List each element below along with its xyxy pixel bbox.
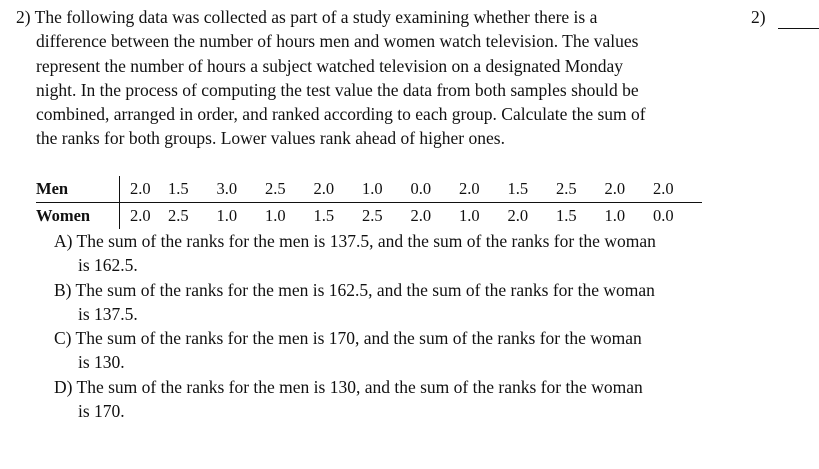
choice-b[interactable]	[54, 278, 754, 327]
table-cell: 2.0	[653, 176, 702, 203]
table-cell: 2.5	[265, 176, 314, 203]
table-cell: 1.0	[459, 206, 480, 225]
table-cell: 2.0	[120, 176, 169, 203]
row-label-women: Women	[36, 206, 91, 225]
table-row-women	[36, 203, 702, 230]
table-cell: 2.0	[314, 176, 363, 203]
table-cell: 0.0	[653, 206, 674, 225]
question-text-line: combined, arranged in order, and ranked according to each group. Calculate the sum of	[36, 104, 646, 125]
answer-slot-number: 2)	[751, 7, 766, 27]
data-table	[36, 176, 702, 229]
question-text-line: difference between the number of hours men and women watch television. The values	[36, 31, 639, 52]
question-line-1	[16, 5, 736, 29]
choice-text: D) The sum of the ranks for the men is 130, and the sum of the ranks for the woman	[54, 376, 643, 397]
question-block	[16, 5, 736, 151]
answer-blank-line[interactable]	[778, 28, 819, 29]
question-text-line: night. In the process of computing the test value the data from both samples should be	[36, 79, 639, 100]
choice-text: B) The sum of the ranks for the men is 162.5, and the sum of the ranks for the woman	[54, 279, 655, 300]
table-cell: 1.0	[216, 206, 238, 225]
choice-text: C) The sum of the ranks for the men is 170, and the sum of the ranks for the woman	[54, 328, 642, 349]
choice-text-continued: is 137.5.	[78, 303, 138, 324]
table-cell: 2.0	[410, 206, 432, 225]
choice-d[interactable]	[54, 375, 754, 424]
table-cell: 1.5	[508, 176, 557, 203]
choice-text: A) The sum of the ranks for the men is 137.5, and the sum of the ranks for the woman	[54, 231, 656, 251]
table-cell: 2.0	[605, 176, 654, 203]
question-text-line: The following data was collected as part of a study examining whether there is a	[34, 7, 598, 27]
table-cell: 2.5	[556, 176, 605, 203]
question-number: 2)	[16, 7, 31, 27]
table-cell: 2.0	[120, 203, 169, 230]
table-cell: 0.0	[411, 176, 460, 203]
answer-choices	[54, 229, 754, 423]
table-cell: 2.0	[459, 176, 508, 203]
table-cell: 1.0	[265, 206, 286, 225]
table-cell: 1.0	[362, 176, 411, 203]
table-cell: 1.0	[604, 206, 626, 225]
table-cell: 1.5	[168, 176, 217, 203]
choice-text-continued: is 130.	[78, 352, 125, 373]
question-text-line: represent the number of hours a subject watched television on a designated Monday	[36, 55, 624, 76]
choice-a[interactable]	[54, 229, 754, 278]
table-cell: 1.5	[556, 206, 577, 225]
choice-text-continued: is 170.	[78, 401, 125, 422]
table-cell: 2.0	[507, 206, 529, 225]
row-label-men: Men	[36, 176, 120, 203]
table-cell: 2.5	[168, 206, 189, 225]
table-cell: 2.5	[362, 206, 383, 225]
table-row-men	[36, 176, 702, 203]
question-text-line: the ranks for both groups. Lower values rank ahead of higher ones.	[36, 128, 505, 149]
table-cell: 1.5	[313, 206, 335, 225]
choice-c[interactable]	[54, 326, 754, 375]
table-cell: 3.0	[217, 176, 266, 203]
choice-text-continued: is 162.5.	[78, 255, 138, 276]
